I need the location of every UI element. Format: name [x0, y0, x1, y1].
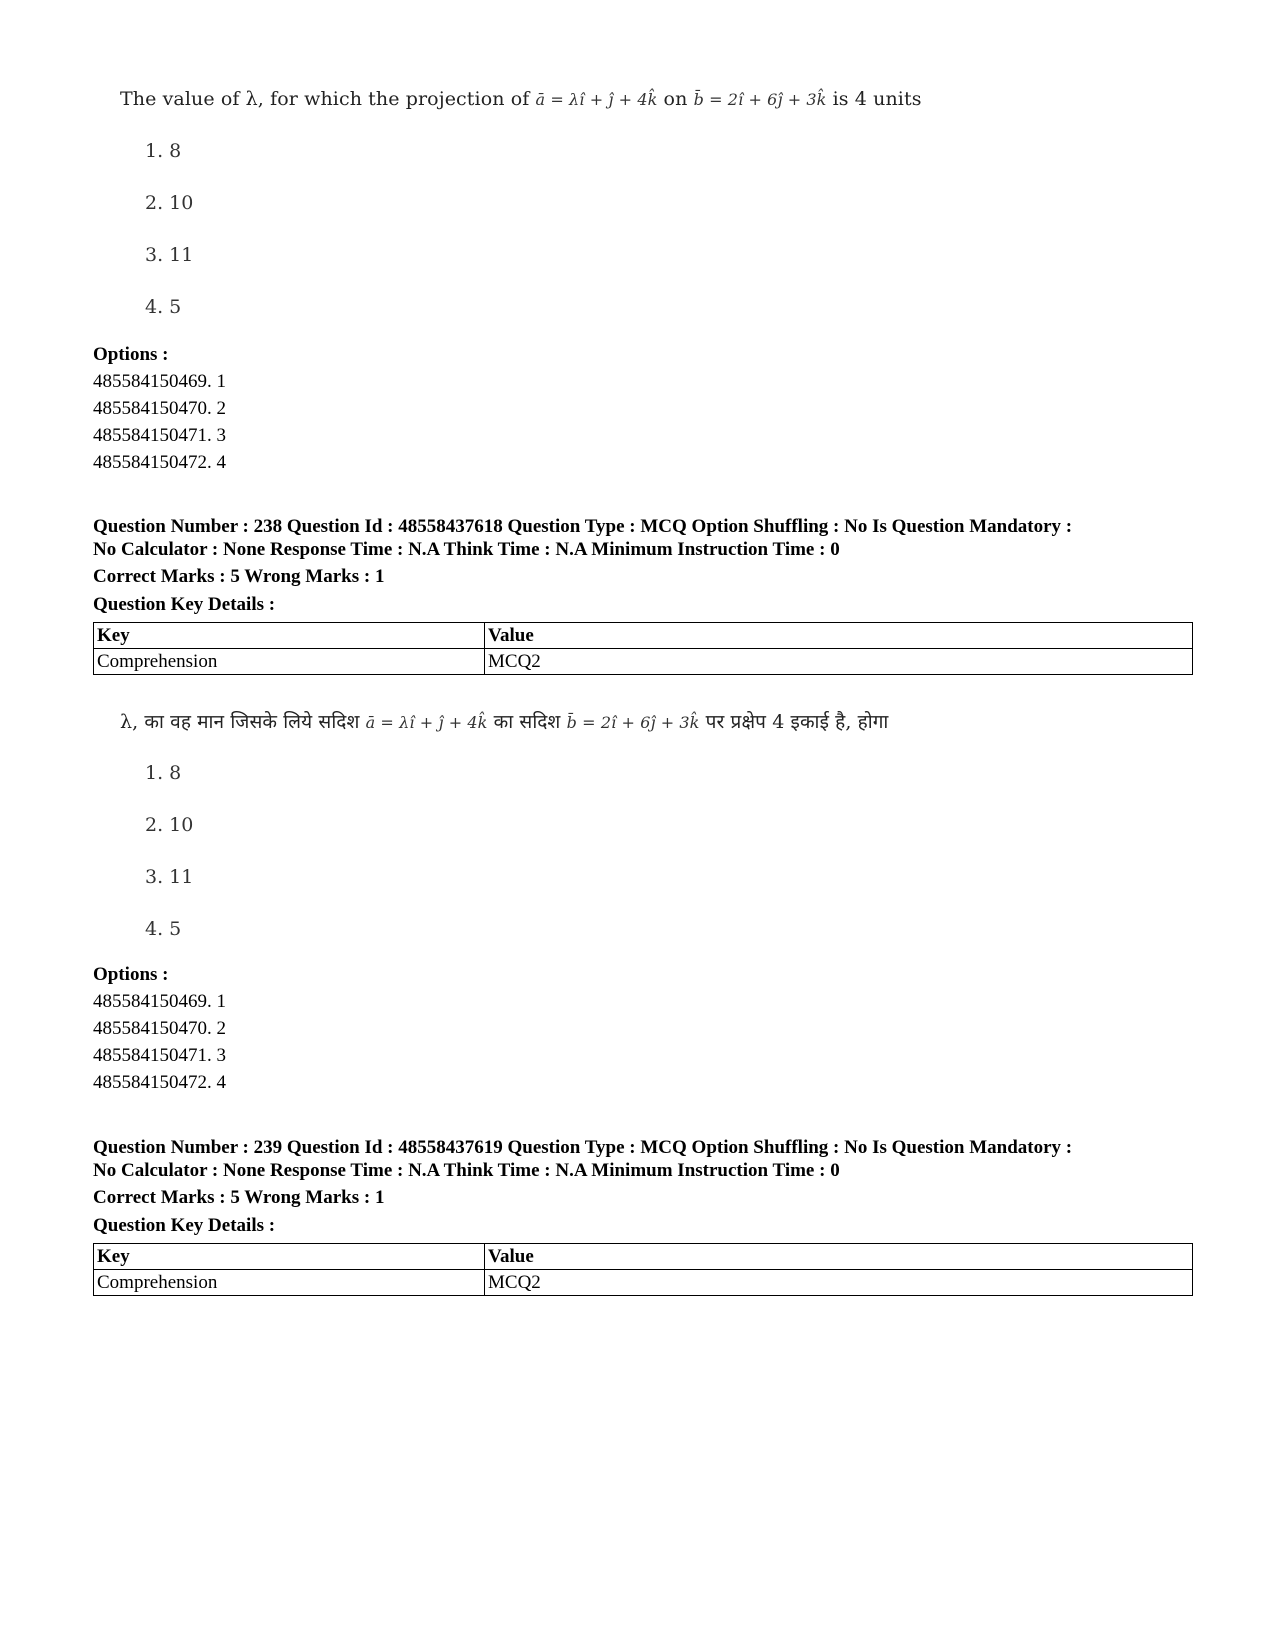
question-key-table — [93, 622, 1193, 675]
table-cell-key: Comprehension — [94, 649, 485, 675]
table-header-row — [94, 623, 1193, 649]
image-option-1: 1. 8 — [145, 140, 182, 162]
table-header-value: Value — [485, 623, 1193, 649]
vector-b: b̄ = 2î + 6ĵ + 3k̂ — [566, 713, 700, 732]
vector-b: b̄ = 2î + 6ĵ + 3k̂ — [693, 90, 827, 109]
question-text-english — [120, 88, 922, 110]
question-prefix: The value of λ, for which the projection of — [120, 88, 530, 110]
option-line: 485584150469. 1 — [93, 991, 226, 1012]
question-meta-line-2: No Calculator : None Response Time : N.A Think Time : N.A Minimum Instruction Time : 0 — [93, 539, 840, 560]
image-option-1: 1. 8 — [145, 762, 182, 784]
option-line: 485584150471. 3 — [93, 425, 226, 446]
question-suffix: पर प्रक्षेप 4 इकाई है, होगा — [705, 711, 889, 733]
image-option-3: 3. 11 — [145, 866, 194, 888]
question-meta-line-1: Question Number : 239 Question Id : 48558437619 Question Type : MCQ Option Shuffling : No Is Question Mandatory : — [93, 1137, 1073, 1158]
vector-a: ā = λî + ĵ + 4k̂ — [535, 90, 658, 109]
question-marks: Correct Marks : 5 Wrong Marks : 1 — [93, 566, 385, 587]
option-line: 485584150470. 2 — [93, 1018, 226, 1039]
options-title: Options : — [93, 344, 169, 365]
question-meta-line-2: No Calculator : None Response Time : N.A Think Time : N.A Minimum Instruction Time : 0 — [93, 1160, 840, 1181]
question-text-hindi — [120, 708, 888, 734]
table-cell-value: MCQ2 — [485, 1270, 1193, 1296]
table-header-key: Key — [94, 623, 485, 649]
question-marks: Correct Marks : 5 Wrong Marks : 1 — [93, 1187, 385, 1208]
table-header-key: Key — [94, 1244, 485, 1270]
table-header-value: Value — [485, 1244, 1193, 1270]
table-row — [94, 1270, 1193, 1296]
option-line: 485584150470. 2 — [93, 398, 226, 419]
question-image-english — [110, 88, 1110, 328]
question-mid: का सदिश — [493, 711, 561, 733]
question-key-details-label: Question Key Details : — [93, 594, 276, 615]
vector-a: ā = λî + ĵ + 4k̂ — [365, 713, 488, 732]
image-option-4: 4. 5 — [145, 296, 182, 318]
image-option-3: 3. 11 — [145, 244, 194, 266]
options-title: Options : — [93, 964, 169, 985]
option-line: 485584150472. 4 — [93, 452, 226, 473]
question-meta-line-1: Question Number : 238 Question Id : 48558437618 Question Type : MCQ Option Shuffling : No Is Question Mandatory : — [93, 516, 1073, 537]
image-option-2: 2. 10 — [145, 192, 194, 214]
question-on: on — [663, 88, 688, 110]
image-option-4: 4. 5 — [145, 918, 182, 940]
question-key-details-label: Question Key Details : — [93, 1215, 276, 1236]
image-option-2: 2. 10 — [145, 814, 194, 836]
question-suffix: is 4 units — [832, 88, 922, 110]
table-header-row — [94, 1244, 1193, 1270]
option-line: 485584150472. 4 — [93, 1072, 226, 1093]
question-image-hindi — [110, 708, 1110, 948]
option-line: 485584150471. 3 — [93, 1045, 226, 1066]
table-cell-value: MCQ2 — [485, 649, 1193, 675]
table-cell-key: Comprehension — [94, 1270, 485, 1296]
question-prefix: λ, का वह मान जिसके लिये सदिश — [120, 711, 360, 733]
question-key-table — [93, 1243, 1193, 1296]
table-row — [94, 649, 1193, 675]
option-line: 485584150469. 1 — [93, 371, 226, 392]
